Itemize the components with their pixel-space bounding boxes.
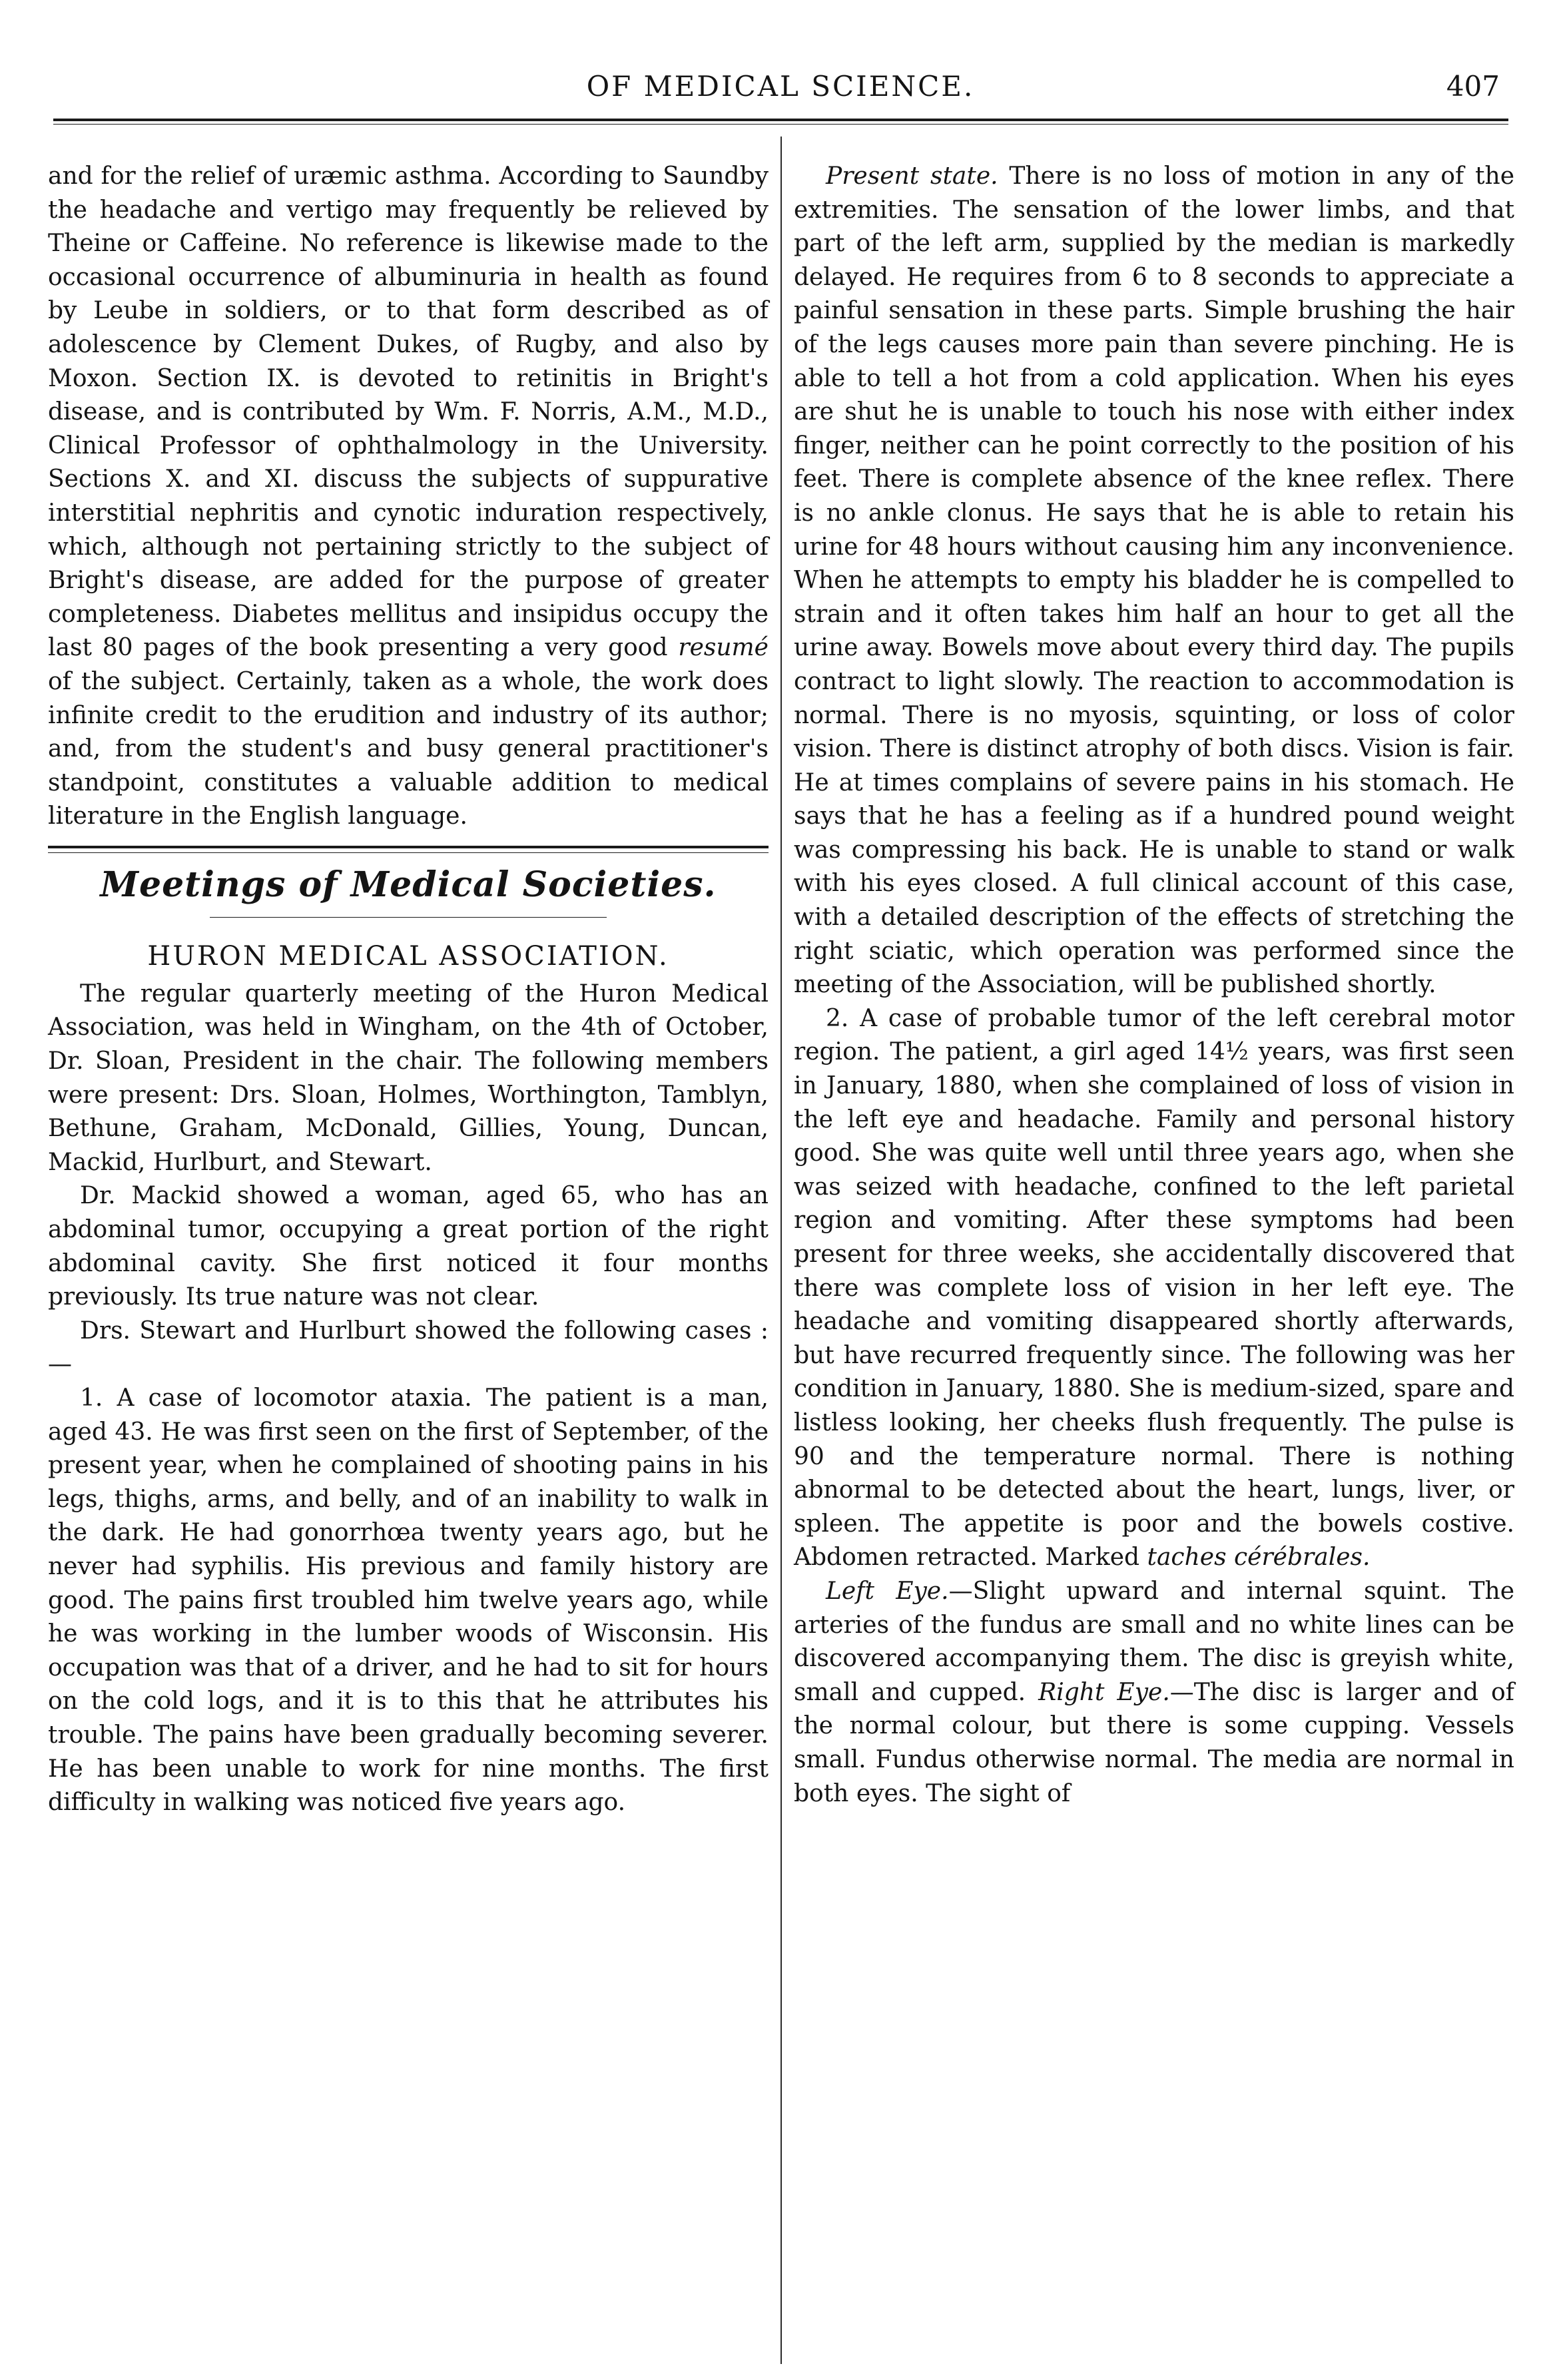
page-number: 407 bbox=[1446, 70, 1500, 103]
eye-findings-paragraph bbox=[794, 1575, 1514, 1811]
meeting-paragraph: The regular quarterly meeting of the Huron Medical Association, was held in Wingham, on the 4th of October, Dr. Sloan, President in the chair. The following members were present: Drs. Sloan, Holmes, Worthington, Tamblyn, Bethune, Graham, McDonald, Gillies, Young, Duncan, Mackid, Hurlburt, and Stewart. bbox=[48, 980, 769, 1176]
present-state-text: There is no loss of motion in any of the extremities. The sensation of the lower limbs, and that part of the left arm, supplied by the median is markedly delayed. He requires from 6 to 8 seconds to appreciate a painful sensation in these parts. Simple brushing the hair of the legs causes more pain than severe pinching. He is able to tell a hot from a cold application. When his eyes are shut he is unable to touch his nose with either index finger, neither can he point correctly to the position of his feet. There is complete absence of the knee reflex. There is no ankle clonus. He says that he is able to retain his urine for 48 hours without causing him any inconvenience. When he attempts to empty his bladder he is compelled to strain and it often takes him half an hour to get all the urine away. Bowels move about every third day. The pupils contract to light slowly. The reaction to accommodation is normal. There is no myosis, squinting, or loss of color vision. There is distinct atrophy of both discs. Vision is fair. He at times complains of severe pains in his stomach. He says that he has a feeling as if a hundred pound weight was compressing his back. He is unable to stand or walk with his eyes closed. A full clinical account of this case, with a detailed description of the effects of stretching the right sciatic, which operation was performed since the meeting of the Association, will be published shortly. bbox=[794, 162, 1514, 999]
case1-paragraph: 1. A case of locomotor ataxia. The patient is a man, aged 43. He was first seen on the first of September, of the present year, when he complained of shooting pains in his legs, thighs, arms, and belly, and of an inability to walk in the dark. He had gonorrhœa twenty years ago, but he never had syphilis. His previous and family history are good. The pains first troubled him twelve years ago, while he was working in the lumber woods of Wisconsin. His occupation was that of a driver, and he had to sit for hours on the cold logs, and it is to this that he attributes his trouble. The pains have been gradually becoming severer. He has been unable to work for nine months. The first difficulty in walking was noticed five years ago. bbox=[48, 1384, 769, 1817]
review-text: and for the relief of uræmic asthma. According to Saundby the headache and vertigo may frequently be relieved by Theine or Caffeine. No reference is likewise made to the occasional occurrence of albuminuria in health as found by Leube in soldiers, or to that form described as of adolescence by Clement Dukes, of Rugby, and also by Moxon. Section IX. is devoted to retinitis in Bright's disease, and is contributed by Wm. F. Norris, A.M., M.D., Clinical Professor of ophthalmology in the University. Sections X. and XI. discuss the subjects of suppurative interstitial nephritis and cynotic induration respectively, which, although not pertaining strictly to the subject of Bright's disease, are added for the purpose of greater completeness. Diabetes mellitus and insipidus occupy the last 80 pages of the book presenting a very good bbox=[48, 162, 769, 662]
case2-text: 2. A case of probable tumor of the left cerebral motor region. The patient, a girl aged 14½ years, was first seen in January, 1880, when she complained of loss of vision in the left eye and headache. Family and personal history good. She was quite well until three years ago, when she was seized with headache, confined to the left parietal region and vomiting. After these symptoms had been present for three weeks, she accidentally discovered that there was complete loss of vision in her left eye. The headache and vomiting disappeared shortly afterwards, but have recurred frequently since. The following was her condition in January, 1880. She is medium-sized, spare and listless looking, her cheeks flush frequently. The pulse is 90 and the temperature normal. There is nothing abnormal to be detected about the heart, lungs, liver, or spleen. The appetite is poor and the bowels costive. Abdomen retracted. Marked bbox=[794, 1004, 1514, 1572]
header-rule-thin bbox=[53, 124, 1508, 125]
present-state-paragraph bbox=[794, 160, 1514, 1002]
left-column bbox=[48, 160, 769, 1820]
right-eye-label: Right Eye. bbox=[1038, 1678, 1170, 1706]
right-eye-text: —The disc is larger and of the normal colour, but there is some cupping. Vessels small. Fundus otherwise normal. The media are normal in both eyes. The sight of bbox=[794, 1678, 1514, 1807]
review-text-end: of the subject. Certainly, taken as a whole, the work does infinite credit to the erudition and industry of its author; and, from the student's and busy general practitioner's standpoint, constitutes a valuable addition to medical literature in the English language. bbox=[48, 667, 769, 830]
header-rule-thick bbox=[53, 119, 1508, 121]
present-state-label: Present state. bbox=[826, 162, 998, 190]
column-divider bbox=[781, 137, 782, 2364]
association-heading: HURON MEDICAL ASSOCIATION. bbox=[147, 940, 669, 972]
review-conclusion-paragraph bbox=[48, 160, 769, 834]
section-heading-underline bbox=[210, 917, 606, 918]
stewart-paragraph: Drs. Stewart and Hurlburt showed the following cases :— bbox=[48, 1317, 769, 1378]
case2-emphasis: taches cérébrales. bbox=[1147, 1544, 1371, 1572]
running-title: OF MEDICAL SCIENCE. bbox=[586, 70, 975, 103]
case2-paragraph bbox=[794, 1002, 1514, 1575]
mackid-paragraph: Dr. Mackid showed a woman, aged 65, who has an abdominal tumor, occupying a great portion of the right abdominal cavity. She first noticed it four months previously. Its true nature was not clear. bbox=[48, 1182, 769, 1311]
page-header bbox=[61, 67, 1500, 107]
section-heading: Meetings of Medical Societies. bbox=[100, 864, 717, 905]
left-eye-label: Left Eye. bbox=[826, 1577, 949, 1605]
review-emphasis: resumé bbox=[678, 634, 769, 662]
right-column bbox=[794, 160, 1514, 1811]
section-rule-thick bbox=[48, 846, 769, 848]
left-eye-text: —Slight upward and internal squint. The arteries of the fundus are small and no white lines can be discovered accompanying them. The disc is greyish white, small and cupped. bbox=[794, 1577, 1515, 1706]
